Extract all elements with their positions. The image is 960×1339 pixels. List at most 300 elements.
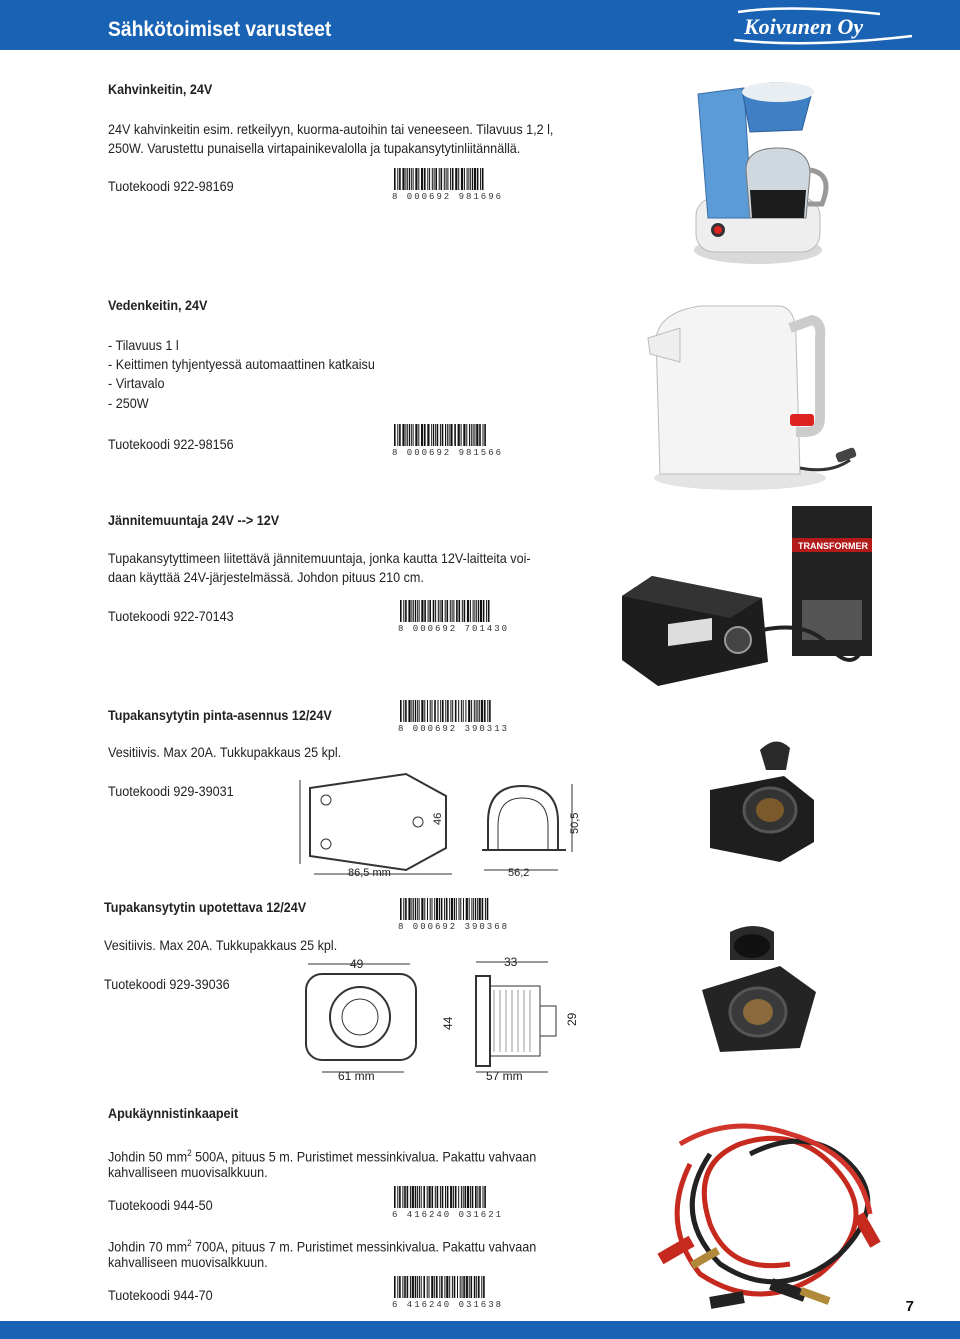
barcode-bar <box>445 1186 446 1208</box>
barcode-bar <box>466 1276 468 1298</box>
barcode-bar <box>417 898 418 920</box>
product-code: Tuotekoodi 922-98169 <box>108 178 234 194</box>
barcode-bar <box>461 1186 462 1208</box>
barcode-bar <box>439 1276 440 1298</box>
barcode-bar <box>415 1276 417 1298</box>
barcode-bar <box>461 700 462 722</box>
barcode-bar <box>413 600 414 622</box>
bullet-item: - 250W <box>108 395 149 411</box>
barcode-bar <box>484 700 486 722</box>
barcode-bar <box>474 1276 476 1298</box>
barcode-bar <box>474 700 475 722</box>
barcode-bar <box>488 600 490 622</box>
product-desc-line: Johdin 50 $mm^2$ 500A, pituus 5 m. Puristimet messinkivalua. Pakattu vahvaan <box>108 1148 537 1165</box>
barcode-bar <box>405 600 407 622</box>
barcode-bar <box>458 700 459 722</box>
product-code: Tuotekoodi 929-39031 <box>108 783 234 799</box>
bullet-item: - Keittimen tyhjentyessä automaattinen katkaisu <box>108 356 375 372</box>
barcode-bar <box>415 424 417 446</box>
barcode-bar <box>435 1186 436 1208</box>
barcode-bar <box>397 1186 398 1208</box>
barcode-bar <box>476 424 478 446</box>
barcode-bar <box>437 424 439 446</box>
barcode-bar <box>413 168 414 190</box>
product-code: Tuotekoodi 944-70 <box>108 1287 213 1303</box>
barcode-bar <box>402 424 404 446</box>
barcode-bar <box>442 700 444 722</box>
barcode-bar <box>429 168 430 190</box>
barcode-bar <box>479 898 481 920</box>
barcode-bar <box>442 1186 444 1208</box>
barcode-bar <box>432 1186 434 1208</box>
barcode-bar <box>459 600 461 622</box>
barcode-bar <box>417 700 418 722</box>
barcode: 8 000692 701430 <box>398 600 498 636</box>
barcode-bar <box>486 600 487 622</box>
barcode: 8 000692 981566 <box>392 424 492 460</box>
svg-text:46: 46 <box>432 812 444 825</box>
barcode-bar <box>402 168 404 190</box>
jumper-cables-image <box>650 1104 900 1314</box>
barcode-bar <box>424 600 426 622</box>
kettle-image <box>640 298 860 498</box>
barcode-bar <box>478 1276 480 1298</box>
barcode-bar <box>477 168 479 190</box>
barcode-bar <box>462 1276 463 1298</box>
barcode-bar <box>487 898 489 920</box>
barcode: 6 416240 031638 <box>392 1276 492 1312</box>
barcode-bar <box>407 1186 409 1208</box>
barcode-bar <box>411 700 412 722</box>
barcode-bar <box>439 898 440 920</box>
barcode-bar <box>436 898 438 920</box>
barcode-bar <box>421 700 423 722</box>
barcode-bar <box>445 424 446 446</box>
box-label: TRANSFORMER <box>798 541 868 551</box>
barcode-bar <box>412 1186 414 1208</box>
barcode-bar <box>413 700 414 722</box>
barcode-bar <box>441 600 443 622</box>
barcode-bar <box>463 700 464 722</box>
barcode-bar <box>465 700 466 722</box>
barcode-bar <box>453 600 454 622</box>
barcode-bar <box>477 1186 478 1208</box>
barcode-bar <box>408 898 410 920</box>
product-code: Tuotekoodi 944-50 <box>108 1197 213 1213</box>
barcode-bar <box>410 1276 411 1298</box>
company-logo <box>730 6 920 46</box>
barcode-bar <box>446 898 448 920</box>
page-footer <box>0 1321 960 1339</box>
barcode-bar <box>484 424 486 446</box>
product-desc-line: kahvalliseen muovisalkkuun. <box>108 1254 268 1270</box>
barcode-bar <box>481 1276 482 1298</box>
barcode-bar <box>415 600 416 622</box>
barcode-bar <box>413 898 414 920</box>
barcode-bar <box>446 168 447 190</box>
barcode-bar <box>419 600 420 622</box>
barcode-bar <box>450 424 452 446</box>
barcode-bar <box>475 1186 477 1208</box>
barcode-bar <box>397 1276 398 1298</box>
product-desc-line: daan käyttää 24V-järjestelmässä. Johdon pituus 210 cm. <box>108 569 424 585</box>
barcode-bar <box>470 1186 471 1208</box>
barcode-bar <box>471 700 472 722</box>
product-desc-line: Vesitiivis. Max 20A. Tukkupakkaus 25 kpl. <box>104 937 338 953</box>
barcode-bar <box>473 424 474 446</box>
barcode-bar <box>405 898 407 920</box>
barcode-bar <box>469 424 470 446</box>
barcode-bar <box>468 700 470 722</box>
barcode-bar <box>473 898 474 920</box>
barcode-bar <box>472 1186 474 1208</box>
barcode-bar <box>424 424 426 446</box>
barcode-bar <box>409 424 410 446</box>
product-title-converter: Jännitemuuntaja 24V --> 12V <box>108 512 280 528</box>
barcode-bar <box>468 168 469 190</box>
barcode-bar <box>454 424 456 446</box>
product-desc-line: Tupakansytyttimeen liitettävä jännitemuuntaja, jonka kautta 12V-laitteita voi- <box>108 550 531 566</box>
barcode-bar <box>479 424 481 446</box>
svg-text:33: 33 <box>504 955 518 969</box>
barcode-bar <box>459 898 460 920</box>
barcode-bar <box>421 1186 422 1208</box>
barcode-bar <box>399 168 401 190</box>
barcode-bar <box>476 1276 477 1298</box>
product-desc-line: Vesitiivis. Max 20A. Tukkupakkaus 25 kpl. <box>108 744 342 760</box>
barcode-bar <box>433 600 435 622</box>
barcode-bar <box>461 168 463 190</box>
barcode-bar <box>421 898 423 920</box>
product-code: Tuotekoodi 922-70143 <box>108 608 234 624</box>
product-title-coffee-maker: Kahvinkeitin, 24V <box>108 81 213 97</box>
barcode-bar <box>400 600 402 622</box>
barcode-bar <box>408 700 410 722</box>
barcode-bar <box>483 1276 485 1298</box>
barcode-bar <box>415 168 417 190</box>
barcode-bar <box>461 424 462 446</box>
barcode-bar <box>432 168 433 190</box>
barcode: 8 000692 390313 <box>398 700 498 736</box>
barcode-bar <box>445 700 446 722</box>
barcode-bar <box>471 1276 473 1298</box>
barcode-bar <box>411 898 412 920</box>
barcode-bar <box>394 1186 396 1208</box>
barcode-bar <box>476 700 477 722</box>
barcode-bar <box>452 168 454 190</box>
barcode-bar <box>477 898 478 920</box>
svg-text:50,5: 50,5 <box>569 812 581 834</box>
barcode-bar <box>411 600 412 622</box>
barcode-bar <box>480 168 481 190</box>
barcode-bar <box>464 600 466 622</box>
barcode-bar <box>407 424 408 446</box>
barcode-bar <box>452 700 453 722</box>
barcode-bar <box>399 1186 401 1208</box>
barcode-bar <box>450 600 451 622</box>
barcode-bar <box>447 168 448 190</box>
barcode-bar <box>482 168 484 190</box>
barcode-bar <box>402 1276 403 1298</box>
barcode-bar <box>430 898 431 920</box>
barcode-bar <box>453 1186 454 1208</box>
barcode-bar <box>415 1186 417 1208</box>
barcode-bar <box>403 600 404 622</box>
barcode-bar <box>440 600 441 622</box>
svg-text:49: 49 <box>350 957 364 971</box>
barcode-bar <box>466 424 467 446</box>
barcode-bar <box>474 168 476 190</box>
svg-text:61 mm: 61 mm <box>338 1069 375 1083</box>
barcode-bar <box>452 600 453 622</box>
barcode-bar <box>456 600 458 622</box>
svg-text:86,5 mm: 86,5 mm <box>348 867 391 879</box>
barcode-bar <box>431 424 432 446</box>
barcode-bar <box>462 600 463 622</box>
barcode-bar <box>394 424 396 446</box>
barcode-bar <box>429 1276 430 1298</box>
barcode-bar <box>475 898 476 920</box>
barcode-bar <box>485 898 486 920</box>
barcode-bar <box>419 898 420 920</box>
barcode-bar <box>407 1276 409 1298</box>
barcode-bar <box>399 1276 401 1298</box>
barcode-bar <box>452 1276 453 1298</box>
barcode-bar <box>427 898 428 920</box>
barcode-bar <box>483 1186 484 1208</box>
barcode-bar <box>463 898 464 920</box>
barcode-bar <box>439 168 440 190</box>
barcode-bar <box>464 168 465 190</box>
barcode-bar <box>410 1186 411 1208</box>
barcode-bar <box>411 168 412 190</box>
svg-text:44: 44 <box>441 1016 455 1030</box>
barcode-bar <box>418 168 419 190</box>
barcode-bar <box>449 424 450 446</box>
barcode-bar <box>438 700 439 722</box>
product-code: Tuotekoodi 922-98156 <box>108 436 234 452</box>
barcode-bar <box>441 168 443 190</box>
barcode-bar <box>447 424 448 446</box>
barcode-bar <box>444 168 445 190</box>
barcode-bar <box>397 168 398 190</box>
barcode-bar <box>467 1186 469 1208</box>
barcode-bar <box>483 600 485 622</box>
barcode-bar <box>460 1276 461 1298</box>
barcode-bar <box>424 898 425 920</box>
barcode-bar <box>428 600 429 622</box>
barcode-bar <box>487 700 488 722</box>
barcode-bar <box>440 424 441 446</box>
barcode-bar <box>402 1186 403 1208</box>
barcode-bar <box>434 898 435 920</box>
svg-text:57 mm: 57 mm <box>486 1069 523 1083</box>
barcode-bar <box>403 700 404 722</box>
barcode-bar <box>489 700 491 722</box>
barcode: 8 000692 981696 <box>392 168 492 204</box>
barcode-bar <box>454 898 455 920</box>
barcode-bar <box>436 1276 438 1298</box>
barcode-bar <box>431 1276 433 1298</box>
barcode-bar <box>405 424 406 446</box>
barcode-bar <box>405 168 406 190</box>
barcode-bar <box>470 600 471 622</box>
barcode-bar <box>418 424 419 446</box>
barcode-bar <box>407 168 408 190</box>
barcode-bar <box>458 1186 459 1208</box>
barcode-bar <box>427 700 428 722</box>
barcode-bar <box>400 898 402 920</box>
barcode-bar <box>465 1186 467 1208</box>
barcode-bar <box>432 898 433 920</box>
barcode-bar <box>419 1276 420 1298</box>
barcode-bar <box>463 1186 464 1208</box>
barcode-bar <box>455 1186 457 1208</box>
barcode-bar <box>394 168 396 190</box>
barcode-bar <box>417 1186 418 1208</box>
barcode-bar <box>451 898 453 920</box>
barcode-bar <box>479 1186 481 1208</box>
barcode-bar <box>412 1276 414 1298</box>
product-title-surface-socket: Tupakansytytin pinta-asennus 12/24V <box>108 707 332 723</box>
barcode-bar <box>409 168 410 190</box>
barcode-bar <box>446 1276 448 1298</box>
barcode-bar <box>434 168 435 190</box>
barcode-bar <box>430 700 431 722</box>
barcode-bar <box>444 1276 445 1298</box>
barcode-bar <box>421 1276 422 1298</box>
barcode-bar <box>458 424 460 446</box>
barcode-bar <box>469 898 470 920</box>
barcode-bar <box>463 1276 465 1298</box>
barcode-bar <box>450 1186 452 1208</box>
barcode-bar <box>473 600 474 622</box>
barcode-bar <box>450 168 451 190</box>
barcode-bar <box>467 168 468 190</box>
barcode-bar <box>469 1276 470 1298</box>
barcode-bar <box>481 700 483 722</box>
barcode-bar <box>413 424 414 446</box>
svg-text:56,2: 56,2 <box>508 867 530 879</box>
barcode-bar <box>455 168 457 190</box>
barcode-bar <box>471 424 472 446</box>
product-title-flush-socket: Tupakansytytin upotettava 12/24V <box>104 899 307 915</box>
barcode-bar <box>460 898 461 920</box>
barcode-bar <box>471 898 472 920</box>
product-title-kettle: Vedenkeitin, 24V <box>108 297 208 313</box>
barcode-bar <box>399 424 401 446</box>
barcode-bar <box>450 700 451 722</box>
barcode-bar <box>429 1186 431 1208</box>
barcode-bar <box>435 424 436 446</box>
barcode: 6 416240 031621 <box>392 1186 492 1222</box>
product-desc-line: kahvalliseen muovisalkkuun. <box>108 1164 268 1180</box>
barcode-bar <box>419 700 420 722</box>
barcode-bar <box>405 700 407 722</box>
barcode-bar <box>417 600 418 622</box>
barcode-bar <box>474 600 475 622</box>
barcode-bar <box>421 168 423 190</box>
barcode-bar <box>444 898 445 920</box>
barcode-bar <box>474 424 475 446</box>
barcode-bar <box>440 1186 441 1208</box>
barcode-bar <box>478 600 479 622</box>
barcode-bar <box>449 898 450 920</box>
barcode-bar <box>484 1186 486 1208</box>
page-number: 7 <box>905 1298 914 1315</box>
barcode-bar <box>482 898 484 920</box>
barcode-bar <box>483 424 484 446</box>
barcode-bar <box>442 424 444 446</box>
barcode-bar <box>441 1276 443 1298</box>
barcode-bar <box>433 424 434 446</box>
barcode-bar <box>421 600 423 622</box>
barcode-bar <box>434 1276 435 1298</box>
barcode-bar <box>404 1186 406 1208</box>
barcode-bar <box>415 898 416 920</box>
barcode-bar <box>417 1276 418 1298</box>
product-code: Tuotekoodi 929-39036 <box>104 976 230 992</box>
bullet-item: - Virtavalo <box>108 375 165 391</box>
barcode-bar <box>447 600 449 622</box>
barcode-bar <box>479 700 480 722</box>
barcode-bar <box>458 168 459 190</box>
product-desc-line: Johdin 70 $mm^2$ 700A, pituus 7 m. Puristimet messinkivalua. Pakattu vahvaan <box>108 1238 537 1255</box>
product-desc-line: 250W. Varustettu punaisella virtapainikevalolla ja tupakansytytinliitännällä. <box>108 140 521 156</box>
barcode-bar <box>419 1186 420 1208</box>
barcode-bar <box>403 898 404 920</box>
barcode-bar <box>441 898 443 920</box>
barcode-bar <box>415 700 416 722</box>
barcode-bar <box>476 600 477 622</box>
barcode-bar <box>440 700 441 722</box>
barcode-bar <box>477 700 478 722</box>
barcode-bar <box>456 898 457 920</box>
barcode-bar <box>447 1186 449 1208</box>
barcode-bar <box>423 1186 425 1208</box>
barcode-bar <box>445 600 446 622</box>
svg-text:29: 29 <box>565 1012 579 1026</box>
barcode-bar <box>455 700 457 722</box>
page-title: Sähkötoimiset varusteet <box>108 18 332 41</box>
flush-socket-image <box>690 920 830 1060</box>
barcode-bar <box>424 700 425 722</box>
page-header <box>0 0 960 50</box>
barcode-bar <box>457 1276 458 1298</box>
surface-socket-drawing <box>296 770 586 880</box>
barcode-bar <box>427 168 428 190</box>
barcode-bar <box>394 1276 396 1298</box>
barcode-bar <box>467 600 469 622</box>
barcode-bar <box>454 1276 456 1298</box>
barcode-bar <box>429 600 431 622</box>
barcode-bar <box>424 168 426 190</box>
coffee-maker-image <box>686 78 836 268</box>
barcode: 8 000692 390368 <box>398 898 498 934</box>
barcode-bar <box>397 424 398 446</box>
product-desc-line: 24V kahvinkeitin esim. retkeilyyn, kuorma-autoihin tai veneeseen. Tilavuus 1,2 l, <box>108 121 554 137</box>
barcode-bar <box>472 168 473 190</box>
barcode-bar <box>463 424 465 446</box>
barcode-bar <box>447 700 449 722</box>
barcode-bar <box>435 600 436 622</box>
barcode-bar <box>411 424 412 446</box>
svg-text:Koivunen Oy: Koivunen Oy <box>744 14 864 39</box>
barcode-bar <box>466 898 468 920</box>
barcode-bar <box>400 700 402 722</box>
barcode-bar <box>435 168 437 190</box>
barcode-bar <box>480 600 482 622</box>
